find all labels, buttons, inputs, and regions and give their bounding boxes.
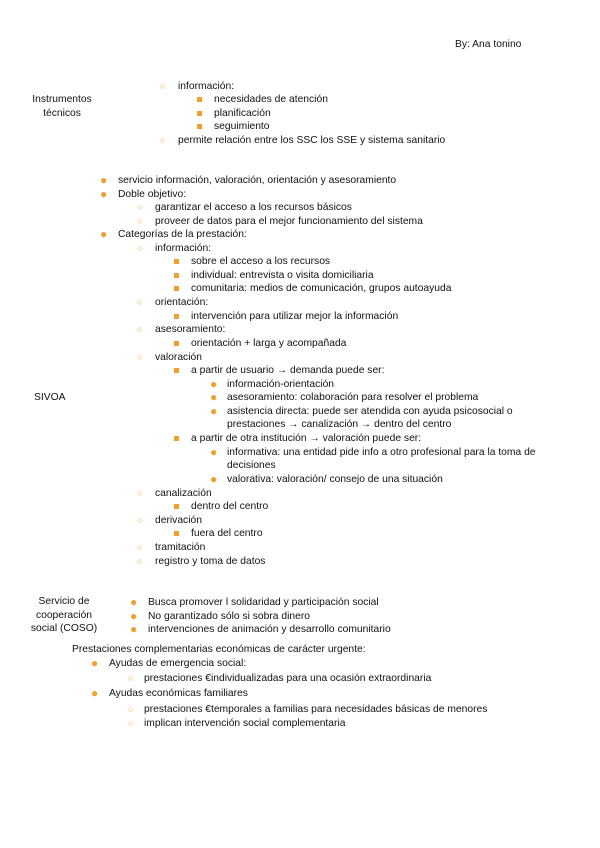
list-item: información: [178, 81, 235, 92]
list-item: asesoramiento: colaboración para resolver el problema [227, 392, 479, 403]
list-item: intervención para utilizar mejor la información [191, 311, 399, 322]
list-item: proveer de datos para el mejor funcionamiento del sistema [155, 216, 423, 227]
filled-bullet-icon: ● [210, 404, 218, 418]
hollow-bullet-icon: ○ [137, 324, 143, 334]
list-item: Doble objetivo: [118, 189, 187, 200]
filled-bullet-icon: ● [130, 622, 138, 636]
square-bullet-icon [174, 259, 179, 264]
list-item: información-orientación [227, 379, 335, 390]
filled-bullet-icon: ● [100, 227, 108, 241]
hollow-bullet-icon: ○ [137, 216, 143, 226]
list-item: a partir de usuario → demanda puede ser: [191, 365, 385, 376]
hollow-bullet-icon: ○ [137, 542, 143, 552]
instrumentos-label: Instrumentos técnicos [32, 94, 92, 119]
list-item: dentro del centro [191, 501, 269, 512]
list-item: sobre el acceso a los recursos [191, 256, 331, 267]
hollow-bullet-icon: ○ [160, 81, 166, 91]
filled-bullet-icon: ● [130, 609, 138, 623]
hollow-bullet-icon: ○ [137, 202, 143, 212]
hollow-bullet-icon: ○ [128, 704, 134, 714]
filled-bullet-icon: ● [210, 377, 218, 391]
filled-bullet-icon: ● [100, 187, 108, 201]
hollow-bullet-icon: ○ [137, 556, 143, 566]
sivoa-label: SIVOA [34, 392, 66, 403]
hollow-bullet-icon: ○ [137, 515, 143, 525]
list-item-continuation: prestaciones → canalización → dentro del centro [227, 419, 452, 430]
hollow-bullet-icon: ○ [137, 297, 143, 307]
list-item: individual: entrevista o visita domiciliaria [191, 270, 374, 281]
hollow-bullet-icon: ○ [160, 135, 166, 145]
list-item: canalización [155, 488, 212, 499]
square-bullet-icon [197, 97, 202, 102]
list-item: implican intervención social complementaria [144, 718, 346, 729]
filled-bullet-icon: ● [210, 445, 218, 459]
list-item: No garantizado sólo si sobra dinero [148, 611, 310, 622]
prestaciones-title: Prestaciones complementarias económicas de carácter urgente: [72, 644, 366, 655]
square-bullet-icon [174, 341, 179, 346]
filled-bullet-icon: ● [210, 472, 218, 486]
list-item: intervenciones de animación y desarrollo comunitario [148, 624, 391, 635]
list-item: informativa: una entidad pide info a otro profesional para la toma de [227, 447, 536, 458]
list-item: Ayudas de emergencia social: [109, 658, 247, 669]
list-item: valorativa: valoración/ consejo de una situación [227, 474, 443, 485]
list-item: tramitación [155, 542, 206, 553]
list-item: a partir de otra institución → valoración puede ser: [191, 433, 422, 444]
list-item: servicio información, valoración, orientación y asesoramiento [118, 175, 397, 186]
list-item: orientación: [155, 297, 209, 308]
coso-label: Servicio de cooperación social (COSO) [30, 596, 98, 634]
square-bullet-icon [174, 504, 179, 509]
filled-bullet-icon: ● [91, 656, 99, 670]
filled-bullet-icon: ● [91, 686, 99, 700]
list-item: seguimiento [214, 121, 270, 132]
list-item: Busca promover l solidaridad y participación social [148, 597, 379, 608]
list-item: derivación [155, 515, 202, 526]
filled-bullet-icon: ● [100, 173, 108, 187]
hollow-bullet-icon: ○ [128, 718, 134, 728]
list-item: valoración [155, 352, 202, 363]
list-item: planificación [214, 108, 271, 119]
square-bullet-icon [174, 314, 179, 319]
list-item-continuation: decisiones [227, 460, 276, 471]
square-bullet-icon [174, 273, 179, 278]
square-bullet-icon [174, 368, 179, 373]
square-bullet-icon [174, 286, 179, 291]
list-item: permite relación entre los SSC los SSE y sistema sanitario [178, 135, 446, 146]
list-item: comunitaria: medios de comunicación, grupos autoayuda [191, 283, 452, 294]
hollow-bullet-icon: ○ [137, 243, 143, 253]
list-item: orientación + larga y acompañada [191, 338, 347, 349]
list-item: Categorías de la prestación: [118, 229, 247, 240]
list-item: registro y toma de datos [155, 556, 266, 567]
list-item: necesidades de atención [214, 94, 328, 105]
list-item: asesoramiento: [155, 324, 226, 335]
list-item: garantizar el acceso a los recursos básicos [155, 202, 352, 213]
list-item: fuera del centro [191, 528, 263, 539]
square-bullet-icon [197, 124, 202, 129]
hollow-bullet-icon: ○ [128, 673, 134, 683]
filled-bullet-icon: ● [210, 390, 218, 404]
hollow-bullet-icon: ○ [137, 488, 143, 498]
list-item: asistencia directa: puede ser atendida con ayuda psicosocial o [227, 406, 513, 417]
square-bullet-icon [174, 531, 179, 536]
square-bullet-icon [197, 111, 202, 116]
list-item: Ayudas económicas familiares [109, 688, 248, 699]
list-item: prestaciones €individualizadas para una ocasión extraordinaria [144, 673, 432, 684]
list-item: prestaciones €temporales a familias para necesidades básicas de menores [144, 704, 488, 715]
list-item: información: [155, 243, 212, 254]
filled-bullet-icon: ● [130, 595, 138, 609]
hollow-bullet-icon: ○ [137, 352, 143, 362]
author: By: Ana tonino [455, 39, 522, 50]
square-bullet-icon [174, 436, 179, 441]
